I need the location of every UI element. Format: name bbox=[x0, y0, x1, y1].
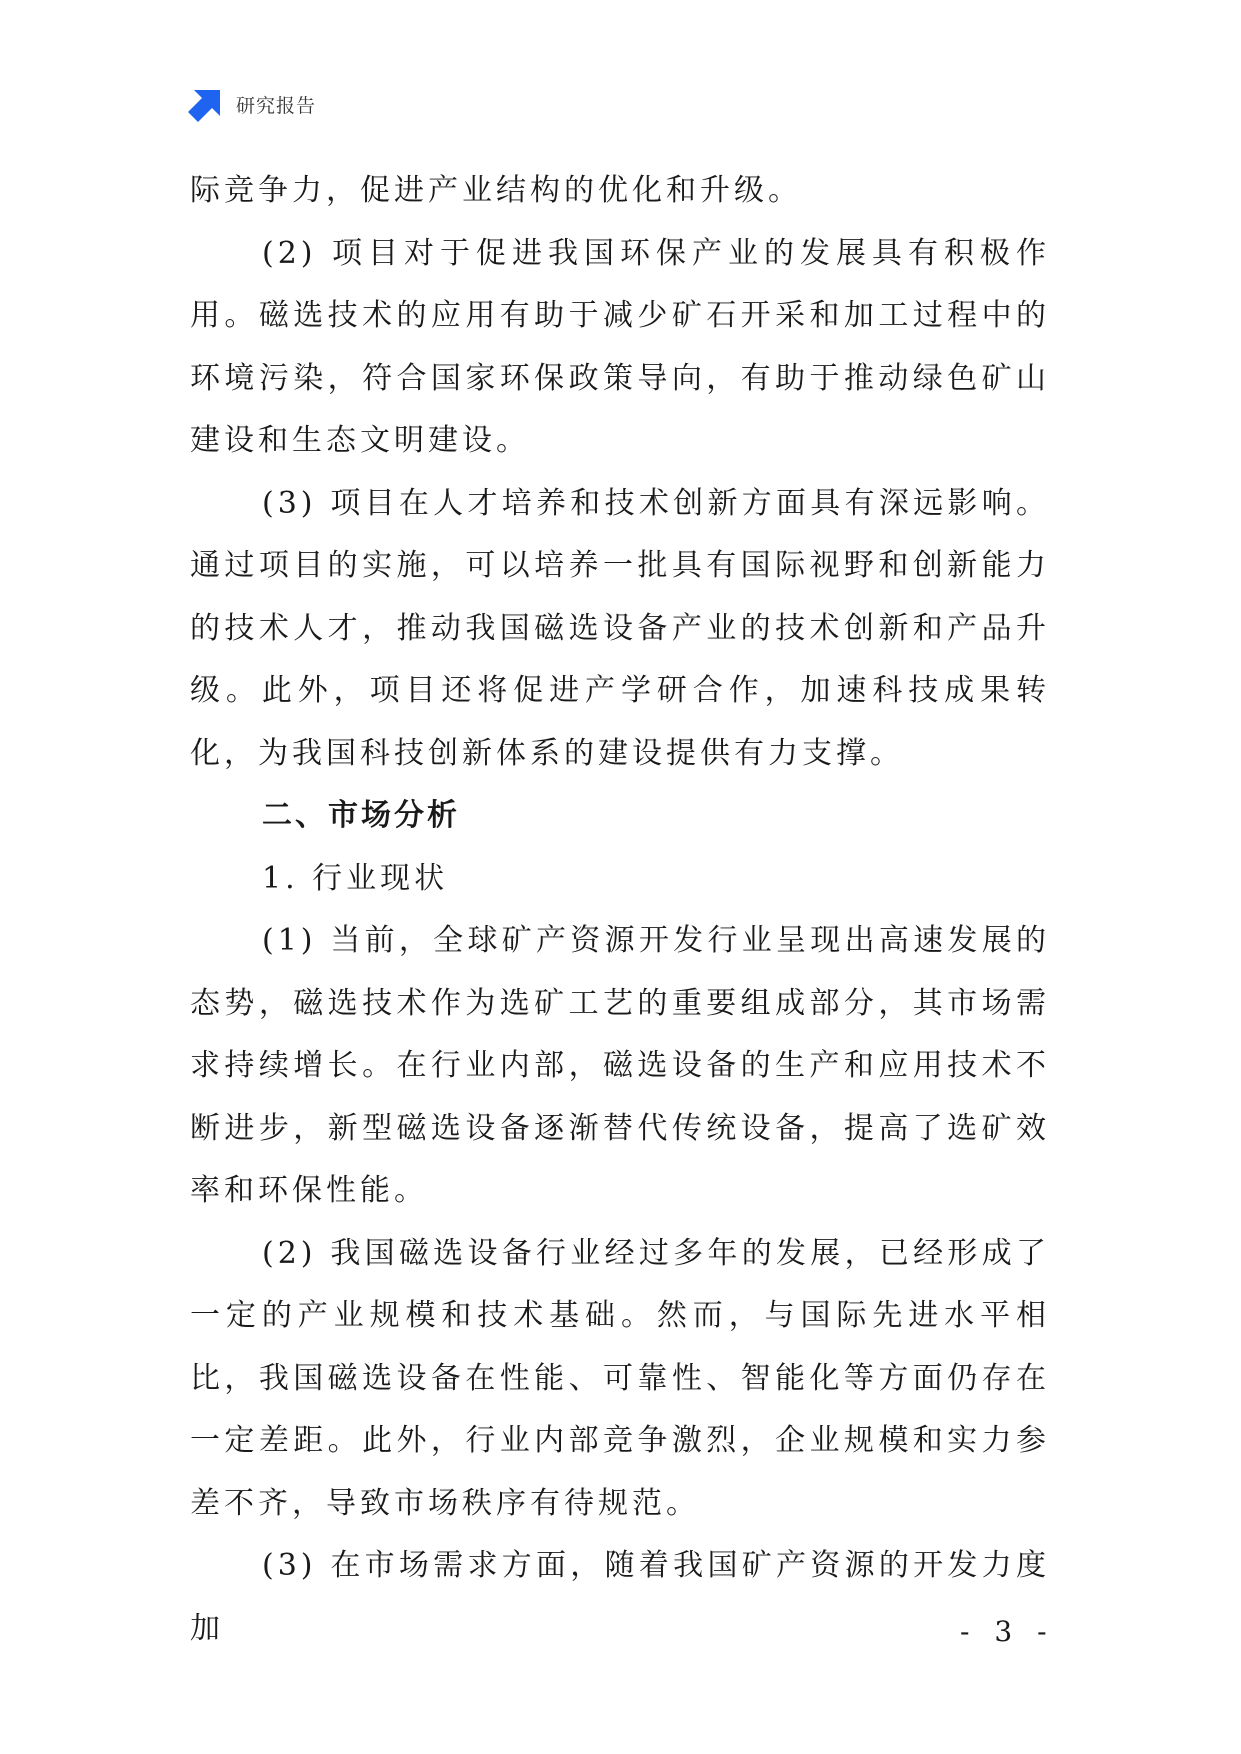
report-header bbox=[188, 86, 316, 122]
paragraph-market-demand: (3) 在市场需求方面，随着我国矿产资源的开发力度加 bbox=[190, 1548, 1050, 1646]
arrow-up-right-icon bbox=[188, 86, 224, 122]
section-heading: 二、市场分析 bbox=[262, 798, 460, 833]
paragraph-talent-innovation: (3) 项目在人才培养和技术创新方面具有深远影响。通过项目的实施，可以培养一批具有国际视野和创新能力的技术人才，推动我国磁选设备产业的技术创新和产品升级。此外，项目还将促进产学研合作，加速科技成果转化，为我国科技创新体系的建设提供有力支撑。 bbox=[190, 485, 1050, 771]
report-title: 研究报告 bbox=[236, 94, 317, 117]
page-number: - 3 - bbox=[960, 1615, 1055, 1648]
document-body bbox=[190, 160, 1050, 1660]
paragraph-environmental-role: (2) 项目对于促进我国环保产业的发展具有积极作用。磁选技术的应用有助于减少矿石开采和加工过程中的环境污染，符合国家环保政策导向，有助于推动绿色矿山建设和生态文明建设。 bbox=[190, 235, 1050, 458]
paragraph-continuation: 际竞争力，促进产业结构的优化和升级。 bbox=[190, 173, 802, 208]
subsection-heading: 1. 行业现状 bbox=[262, 860, 449, 896]
paragraph-global-status: (1) 当前，全球矿产资源开发行业呈现出高速发展的态势，磁选技术作为选矿工艺的重要组成部分，其市场需求持续增长。在行业内部，磁选设备的生产和应用技术不断进步，新型磁选设备逐渐替代传统设备，提高了选矿效率和环保性能。 bbox=[190, 923, 1050, 1208]
paragraph-domestic-status: (2) 我国磁选设备行业经过多年的发展，已经形成了一定的产业规模和技术基础。然而，与国际先进水平相比，我国磁选设备在性能、可靠性、智能化等方面仍存在一定差距。此外，行业内部竞争激烈，企业规模和实力参差不齐，导致市场秩序有待规范。 bbox=[190, 1235, 1050, 1521]
